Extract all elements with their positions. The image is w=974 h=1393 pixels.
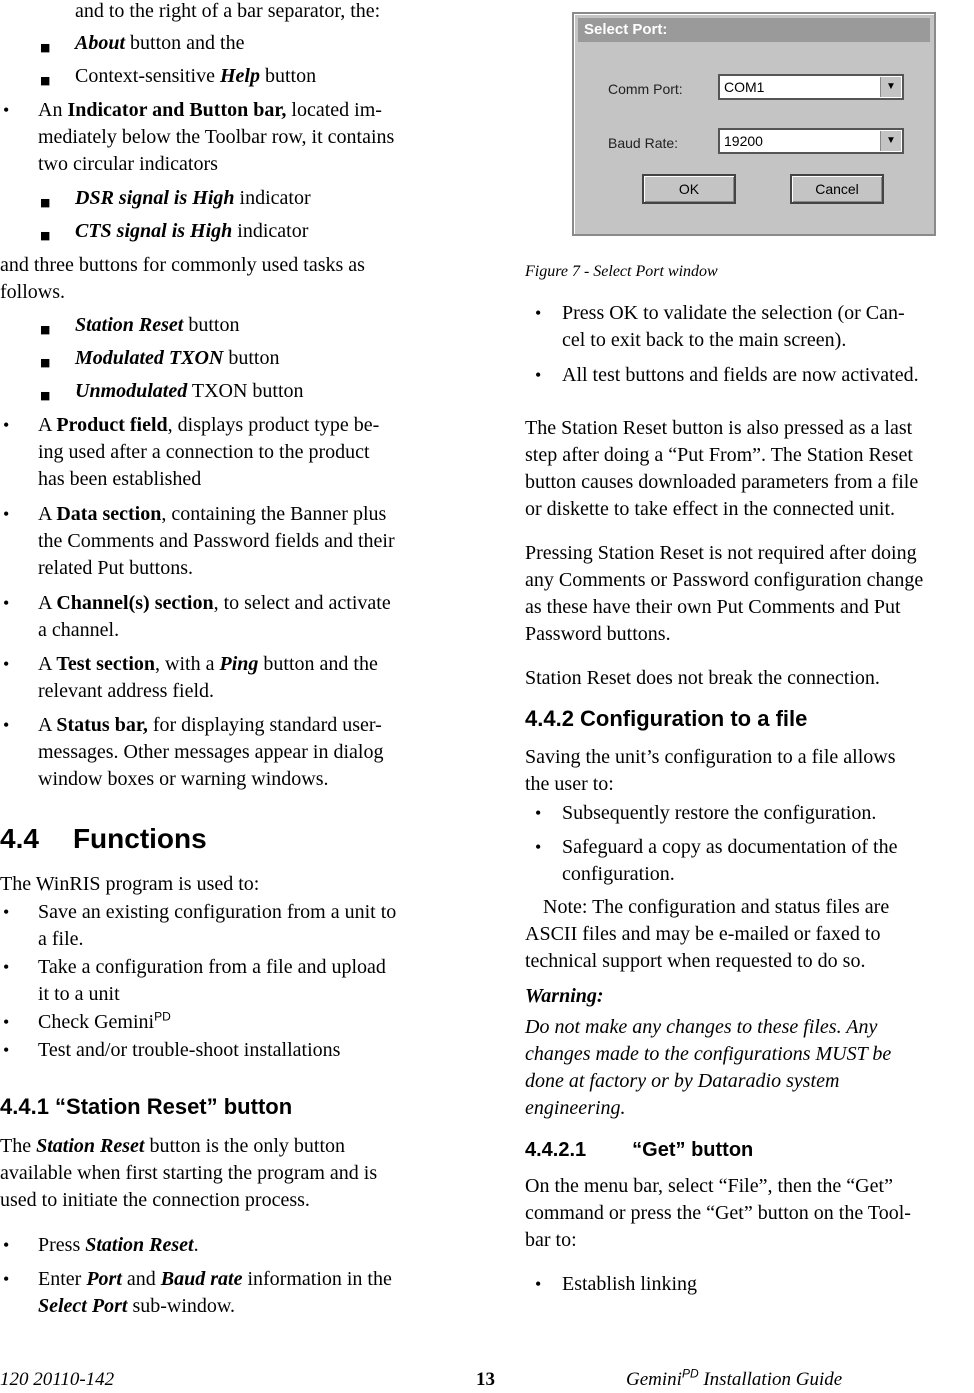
- baud-rate-value: 19200: [724, 133, 763, 149]
- text-line: Saving the unit’s configuration to a file allows: [525, 746, 896, 768]
- text-line: available when first starting the program and is: [0, 1162, 378, 1184]
- warning-line: engineering.: [525, 1097, 626, 1119]
- list-item: Unmodulated TXON button: [75, 380, 304, 402]
- text-line: relevant address field.: [38, 680, 215, 702]
- note-line: technical support when requested to do so.: [525, 950, 866, 972]
- text-line: a file.: [38, 928, 84, 950]
- section-heading-4-4-1: 4.4.1 “Station Reset” button: [0, 1094, 293, 1119]
- comm-port-value: COM1: [724, 79, 765, 95]
- list-item: A Product field, displays product type be-: [38, 414, 380, 436]
- bullet-icon: •: [3, 1040, 10, 1060]
- text-line: The Station Reset button is also pressed as a last: [525, 417, 913, 439]
- bullet-icon: •: [3, 715, 10, 735]
- text-line: it to a unit: [38, 983, 120, 1005]
- warning-line: changes made to the configurations MUST be: [525, 1043, 892, 1065]
- list-item: Safeguard a copy as documentation of the: [562, 836, 898, 858]
- baud-rate-select[interactable]: [718, 128, 904, 154]
- square-bullet-icon: ■: [40, 229, 51, 242]
- warning-line: done at factory or by Dataradio system: [525, 1070, 840, 1092]
- text-line: follows.: [0, 281, 65, 303]
- text-line: ing used after a connection to the product: [38, 441, 370, 463]
- figure-caption: Figure 7 - Select Port window: [525, 263, 718, 280]
- section-heading-4-4: 4.4 Functions: [0, 823, 207, 854]
- text-line: bar to:: [525, 1229, 577, 1251]
- list-item: A Test section, with a Ping button and the: [38, 653, 378, 675]
- text-line: or diskette to take effect in the connected unit.: [525, 498, 896, 520]
- square-bullet-icon: ■: [40, 41, 51, 54]
- list-item: Enter Port and Baud rate information in the: [38, 1268, 392, 1290]
- text-line: configuration.: [562, 863, 675, 885]
- ok-button[interactable]: OK: [642, 174, 736, 204]
- warning-title: Warning:: [525, 985, 604, 1007]
- text-line: command or press the “Get” button on the Tool-: [525, 1202, 911, 1224]
- text-line: mediately below the Toolbar row, it contains: [38, 126, 395, 148]
- cancel-button[interactable]: Cancel: [790, 174, 884, 204]
- text-line: Password buttons.: [525, 623, 671, 645]
- list-item: Check Gemini$^{PD}$: [38, 1009, 171, 1033]
- text-line: used to initiate the connection process.: [0, 1189, 310, 1211]
- list-item: A Data section, containing the Banner plus: [38, 503, 387, 525]
- bullet-icon: •: [3, 1235, 10, 1255]
- list-item: About button and the: [75, 32, 245, 54]
- text-line: any Comments or Password configuration change: [525, 569, 924, 591]
- text-line: cel to exit back to the main screen).: [562, 329, 847, 351]
- square-bullet-icon: ■: [40, 196, 51, 209]
- list-item: An Indicator and Button bar, located im-: [38, 99, 382, 121]
- baud-rate-label: Baud Rate:: [608, 135, 679, 151]
- text-line: and three buttons for commonly used tasks as: [0, 254, 365, 276]
- dialog-title-bar: Select Port:: [578, 18, 930, 42]
- bullet-icon: •: [535, 837, 542, 857]
- list-item: Take a configuration from a file and upload: [38, 956, 386, 978]
- bullet-icon: •: [3, 902, 10, 922]
- text-line: On the menu bar, select “File”, then the “Get”: [525, 1175, 893, 1197]
- text-line: the Comments and Password fields and their: [38, 530, 395, 552]
- text-line: the user to:: [525, 773, 614, 795]
- square-bullet-icon: ■: [40, 356, 51, 369]
- section-heading-4-4-2: 4.4.2 Configuration to a file: [525, 706, 808, 731]
- list-item: Press OK to validate the selection (or Can-: [562, 302, 905, 324]
- square-bullet-icon: ■: [40, 389, 51, 402]
- text-line: related Put buttons.: [38, 557, 193, 579]
- bullet-icon: •: [535, 803, 542, 823]
- bullet-icon: •: [3, 504, 10, 524]
- list-item: DSR signal is High indicator: [75, 187, 311, 209]
- text-line: step after doing a “Put From”. The Station Reset: [525, 444, 913, 466]
- page-number: 13: [476, 1369, 495, 1390]
- square-bullet-icon: ■: [40, 74, 51, 87]
- intro-line: and to the right of a bar separator, the:: [75, 0, 381, 22]
- list-item: Test and/or trouble-shoot installations: [38, 1039, 341, 1061]
- list-item: Modulated TXON button: [75, 347, 280, 369]
- bullet-icon: •: [535, 303, 542, 323]
- list-item: Press Station Reset.: [38, 1234, 199, 1256]
- text-line: two circular indicators: [38, 153, 218, 175]
- text-line: has been established: [38, 468, 202, 490]
- comm-port-label: Comm Port:: [608, 81, 683, 97]
- text-line: button causes downloaded parameters from a file: [525, 471, 919, 493]
- list-item: Context-sensitive Help button: [75, 65, 317, 87]
- text-line: The Station Reset button is the only button: [0, 1135, 346, 1157]
- list-item: Establish linking: [562, 1273, 697, 1295]
- bullet-icon: •: [535, 1274, 542, 1294]
- bullet-icon: •: [3, 593, 10, 613]
- text-line: window boxes or warning windows.: [38, 768, 329, 790]
- square-bullet-icon: ■: [40, 323, 51, 336]
- text-line: Pressing Station Reset is not required after doing: [525, 542, 917, 564]
- list-item: CTS signal is High indicator: [75, 220, 309, 242]
- bullet-icon: •: [3, 415, 10, 435]
- text-line: a channel.: [38, 619, 120, 641]
- comm-port-select[interactable]: [718, 74, 904, 100]
- text-line: messages. Other messages appear in dialog: [38, 741, 384, 763]
- bullet-icon: •: [3, 957, 10, 977]
- bullet-icon: •: [535, 365, 542, 385]
- select-port-dialog: [572, 12, 936, 236]
- list-item: A Status bar, for displaying standard user-: [38, 714, 382, 736]
- list-item: All test buttons and fields are now activated.: [562, 364, 919, 386]
- warning-line: Do not make any changes to these files. Any: [525, 1016, 878, 1038]
- list-item: Station Reset button: [75, 314, 240, 336]
- chevron-down-icon[interactable]: ▼: [880, 131, 901, 151]
- note-line: Note: The configuration and status files are: [543, 896, 890, 918]
- text-line: Select Port sub-window.: [38, 1295, 236, 1317]
- list-item: Subsequently restore the configuration.: [562, 802, 877, 824]
- text-line: Station Reset does not break the connection.: [525, 667, 880, 689]
- text-line: The WinRIS program is used to:: [0, 873, 260, 895]
- bullet-icon: •: [3, 654, 10, 674]
- list-item: Save an existing configuration from a unit to: [38, 901, 397, 923]
- note-line: ASCII files and may be e-mailed or faxed to: [525, 923, 881, 945]
- list-item: A Channel(s) section, to select and activate: [38, 592, 391, 614]
- footer-doc-number: 120 20110-142: [0, 1369, 115, 1390]
- bullet-icon: •: [3, 1012, 10, 1032]
- chevron-down-icon[interactable]: ▼: [880, 77, 901, 97]
- text-line: as these have their own Put Comments and Put: [525, 596, 901, 618]
- bullet-icon: •: [3, 1269, 10, 1289]
- bullet-icon: •: [3, 100, 10, 120]
- footer-guide-title: Gemini$^{PD}$ Installation Guide: [626, 1366, 843, 1390]
- section-heading-4-4-2-1: 4.4.2.1 “Get” button: [525, 1139, 754, 1161]
